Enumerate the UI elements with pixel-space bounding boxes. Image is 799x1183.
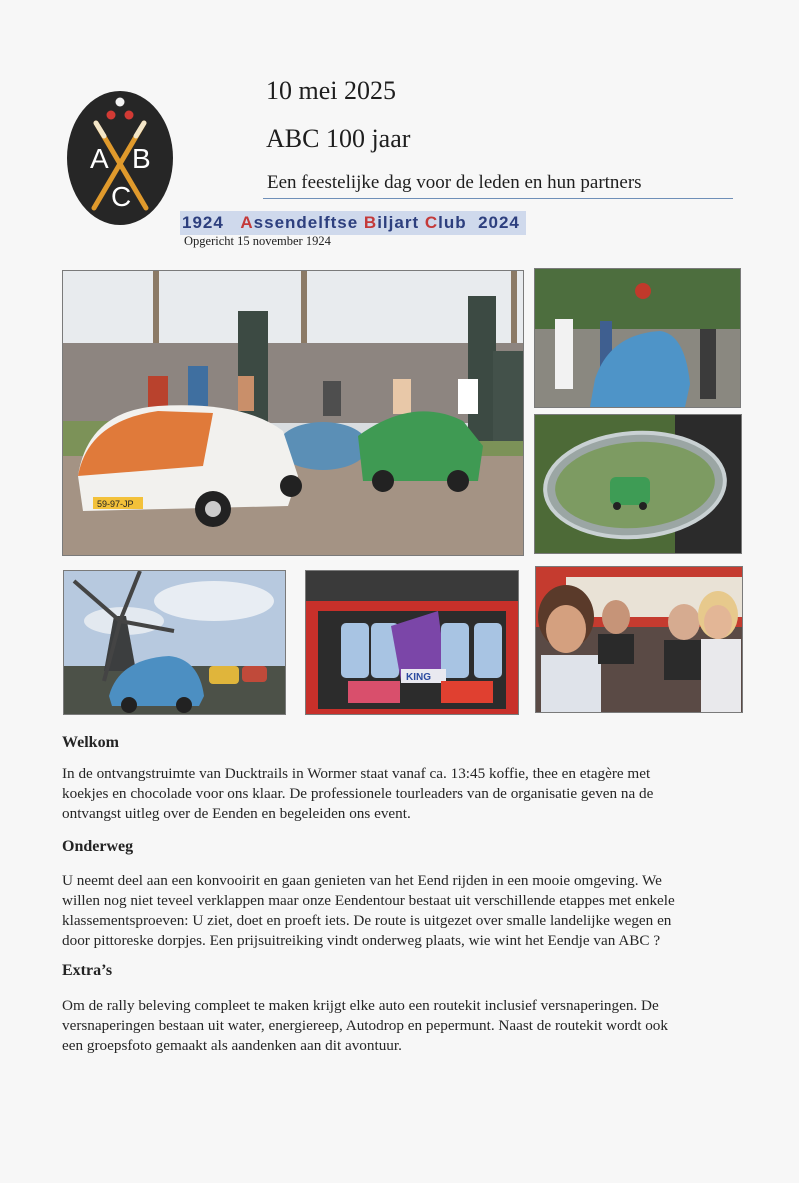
banner-initial-a: A: [240, 213, 254, 232]
text-line: In de ontvangstruimte van Ducktrails in Wormer staat vanaf ca. 13:45 koffie, thee en etagère met: [62, 765, 651, 782]
header-divider: [263, 198, 733, 199]
license-plate-text: 59-97-JP: [97, 499, 134, 509]
section-heading-extras: Extra’s: [62, 962, 113, 979]
text-line: klassementsproeven: U ziet, doet en proeft iets. De route is uitgezet over smalle landelijke wegen en: [62, 912, 672, 929]
text-line: versnaperingen bestaan uit water, energiereep, Autodrop en pepermunt. Naast de routekit wordt ook: [62, 1017, 668, 1034]
routekit-box-photo: [305, 570, 519, 715]
banner-initial-b: B: [363, 213, 378, 232]
event-subtitle: Een feestelijke dag voor de leden en hun partners: [267, 172, 642, 193]
windmill-cars-photo: [63, 570, 286, 715]
logo-letter-b: B: [132, 143, 151, 174]
banner-word-a: ssendelftse: [253, 213, 364, 232]
blue-car-ball-photo: [534, 268, 741, 408]
snack-bag-label: KING: [406, 672, 431, 683]
section-heading-onderweg: Onderweg: [62, 838, 134, 855]
mirror-reflection-photo: [534, 414, 742, 554]
text-line: een groepsfoto gemaakt als aandenken aan dit avontuur.: [62, 1037, 402, 1054]
text-line: ontvangst uitleg over de Eenden en begeleiden ons event.: [62, 805, 411, 822]
selfie-in-car-photo: [535, 566, 743, 713]
banner-word-b: iljart: [377, 213, 425, 232]
abc-club-logo: [66, 90, 174, 226]
banner-word-c: lub: [438, 213, 467, 232]
founded-date: Opgericht 15 november 1924: [184, 234, 331, 248]
text-line: willen nog niet teveel verklappen maar onze Eendentour bestaat uit verschillende etappes met enkele: [62, 892, 675, 909]
text-line: koekjes en chocolade voor ons klaar. De professionele tourleaders van de organisatie geven na de: [62, 785, 654, 802]
event-date: 10 mei 2025: [266, 76, 396, 105]
text-line: Om de rally beleving compleet te maken krijgt elke auto een routekit inclusief versnaperingen. De: [62, 997, 659, 1014]
logo-letter-a: A: [90, 143, 109, 174]
group-photo-cars: [62, 270, 524, 556]
logo-letter-c: C: [111, 181, 132, 212]
banner-year-start: 1924: [182, 213, 224, 232]
event-title: ABC 100 jaar: [266, 124, 411, 153]
banner-year-end: 2024: [478, 213, 520, 232]
section-heading-welkom: Welkom: [62, 734, 119, 751]
text-line: U neemt deel aan een konvooirit en gaan genieten van het Eend rijden in een mooie omgeving. We: [62, 872, 662, 889]
section-body-welkom: [62, 764, 653, 824]
section-body-extras: [62, 996, 668, 1056]
text-line: door pittoreske dorpjes. Een prijsuitreiking vindt onderweg plaats, wie wint het Eendje van ABC ?: [62, 932, 661, 949]
section-body-onderweg: [62, 871, 675, 951]
banner-initial-c: C: [424, 213, 439, 232]
club-banner: [180, 211, 526, 235]
